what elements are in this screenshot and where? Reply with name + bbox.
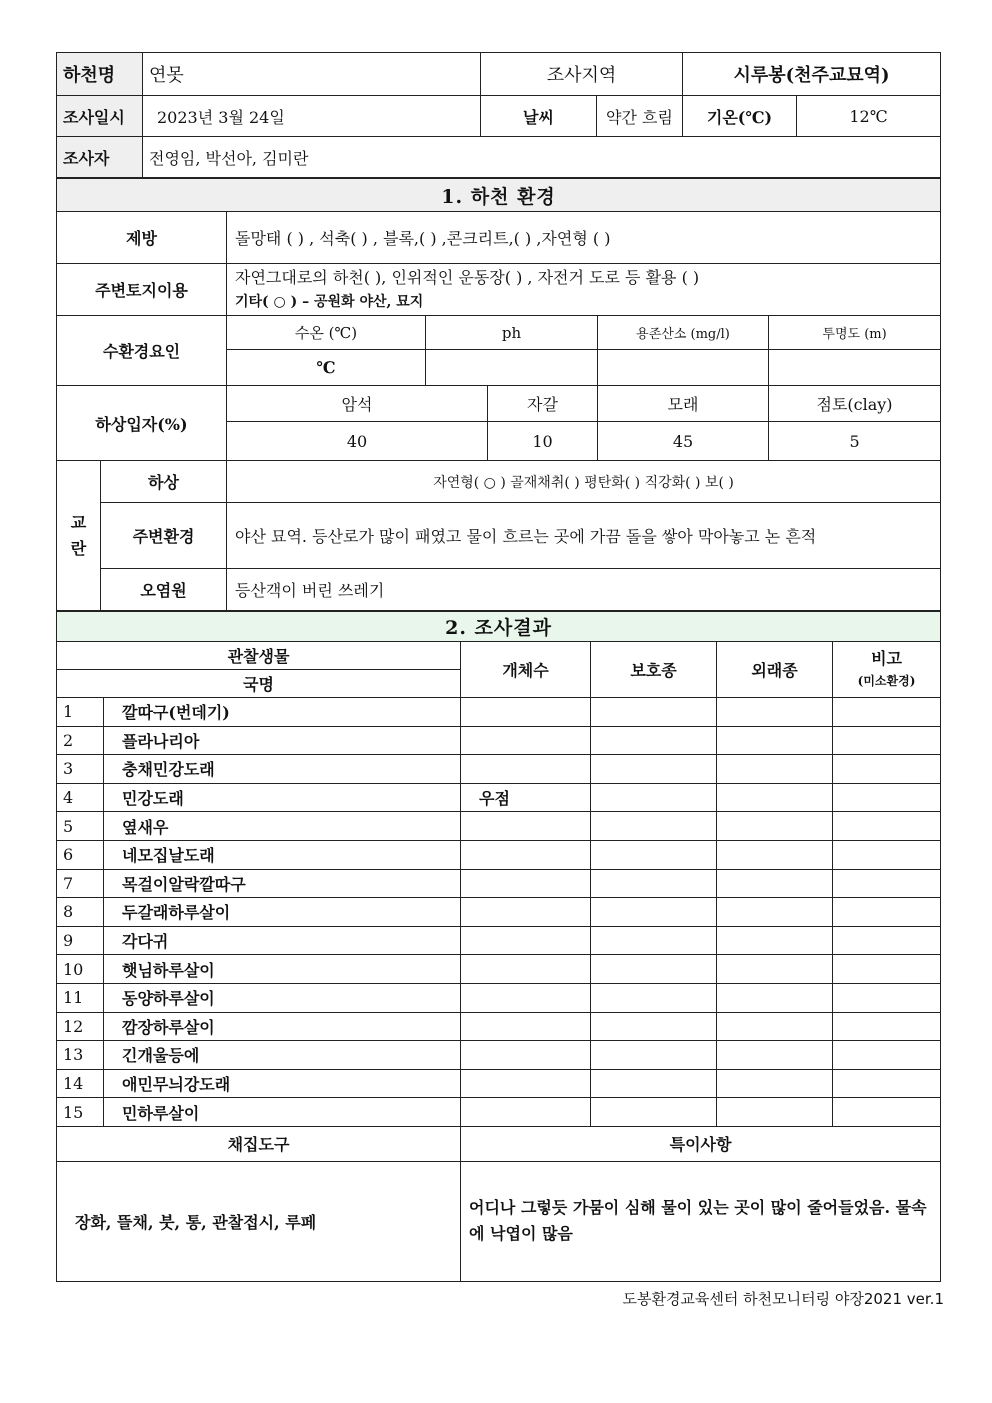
foreign-cell <box>717 755 833 784</box>
species-name: 충채민강도래 <box>104 755 461 784</box>
species-name: 깔따구(번데기) <box>104 698 461 727</box>
table-row <box>57 926 941 955</box>
protected-cell <box>591 783 717 812</box>
row-number: 2 <box>57 726 104 755</box>
water-header-ph: ph <box>426 316 598 350</box>
species-name: 네모집날도래 <box>104 840 461 869</box>
species-count <box>461 955 591 984</box>
row-number: 14 <box>57 1069 104 1098</box>
foreign-cell <box>717 926 833 955</box>
remark-cell <box>833 812 941 841</box>
environment-table <box>56 178 941 611</box>
temp-label: 기온(℃) <box>683 96 797 137</box>
water-header-transparency: 투명도 (m) <box>769 316 941 350</box>
protected-cell <box>591 1012 717 1041</box>
count-header: 개체수 <box>461 642 591 698</box>
substrate-value-gravel: 10 <box>488 422 598 461</box>
species-count <box>461 983 591 1012</box>
remark-cell <box>833 783 941 812</box>
notes-label: 특이사항 <box>461 1126 941 1161</box>
notes-text: 어디나 그렇듯 가뭄이 심해 물이 있는 곳이 많이 줄어들었음. 물속에 낙엽이 많음 <box>461 1161 941 1281</box>
remark-cell <box>833 983 941 1012</box>
foreign-cell <box>717 812 833 841</box>
foreign-cell <box>717 1098 833 1127</box>
table-row <box>57 955 941 984</box>
remark-cell <box>833 1012 941 1041</box>
table-row <box>57 1012 941 1041</box>
landuse-label: 주변토지이용 <box>57 264 227 316</box>
embankment-text: 돌망태 ( ) , 석축( ) , 블록,( ) ,콘크리트,( ) ,자연형 ( ) <box>227 212 941 264</box>
remark-cell <box>833 1069 941 1098</box>
table-row <box>57 898 941 927</box>
species-count <box>461 869 591 898</box>
surveyor-value: 전영임, 박선아, 김미란 <box>143 137 941 178</box>
table-row <box>57 840 941 869</box>
species-count <box>461 755 591 784</box>
species-count <box>461 1069 591 1098</box>
row-number: 4 <box>57 783 104 812</box>
temp-value: 12℃ <box>797 96 941 137</box>
section1-title: 1. 하천 환경 <box>57 179 941 212</box>
substrate-header-sand: 모래 <box>598 386 769 422</box>
protected-cell <box>591 812 717 841</box>
protected-cell <box>591 726 717 755</box>
river-value: 연못 <box>143 53 481 96</box>
row-number: 15 <box>57 1098 104 1127</box>
surround-text: 야산 묘역. 등산로가 많이 패였고 물이 흐르는 곳에 가끔 돌을 쌓아 막아놓고 논 흔적 <box>227 503 941 569</box>
surround-label: 주변환경 <box>101 503 227 569</box>
species-name: 긴개울등에 <box>104 1041 461 1070</box>
remark-cell <box>833 955 941 984</box>
protected-cell <box>591 955 717 984</box>
weather-label: 날씨 <box>481 96 597 137</box>
table-row <box>57 755 941 784</box>
row-number: 1 <box>57 698 104 727</box>
table-row <box>57 698 941 727</box>
species-list <box>57 698 941 1127</box>
row-number: 7 <box>57 869 104 898</box>
water-value-ph <box>426 350 598 386</box>
area-label: 조사지역 <box>481 53 683 96</box>
pollution-text: 등산객이 버린 쓰레기 <box>227 569 941 611</box>
row-number: 5 <box>57 812 104 841</box>
foreign-cell <box>717 1012 833 1041</box>
substrate-header-clay: 점토(clay) <box>769 386 941 422</box>
species-count <box>461 898 591 927</box>
table-row <box>57 783 941 812</box>
foreign-cell <box>717 983 833 1012</box>
table-row <box>57 869 941 898</box>
species-name: 햇님하루살이 <box>104 955 461 984</box>
table-row <box>57 1041 941 1070</box>
protected-cell <box>591 840 717 869</box>
water-label: 수환경요인 <box>57 316 227 386</box>
remark-header: 비고 (미소환경) <box>833 642 941 698</box>
water-value-transparency <box>769 350 941 386</box>
species-count <box>461 1041 591 1070</box>
species-count <box>461 1098 591 1127</box>
substrate-value-rock: 40 <box>227 422 488 461</box>
area-value: 시루봉(천주교묘역) <box>683 53 941 96</box>
embankment-label: 제방 <box>57 212 227 264</box>
water-value-temp: ℃ <box>227 350 426 386</box>
foreign-cell <box>717 1069 833 1098</box>
protected-cell <box>591 698 717 727</box>
bed-text: 자연형( ○ ) 골재채취( ) 평탄화( ) 직강화( ) 보( ) <box>227 461 941 503</box>
footer: 도봉환경교육센터 하천모니터링 야장2021 ver.1 <box>622 1290 944 1308</box>
water-header-temp: 수온 (℃) <box>227 316 426 350</box>
row-number: 10 <box>57 955 104 984</box>
date-label: 조사일시 <box>57 96 143 137</box>
pollution-label: 오염원 <box>101 569 227 611</box>
remark-cell <box>833 1041 941 1070</box>
table-row <box>57 1098 941 1127</box>
foreign-cell <box>717 1041 833 1070</box>
species-name: 각다귀 <box>104 926 461 955</box>
date-value: 2023년 3월 24일 <box>143 96 481 137</box>
species-name: 깜장하루살이 <box>104 1012 461 1041</box>
species-name: 동양하루살이 <box>104 983 461 1012</box>
row-number: 3 <box>57 755 104 784</box>
foreign-cell <box>717 955 833 984</box>
row-number: 12 <box>57 1012 104 1041</box>
species-name: 민강도래 <box>104 783 461 812</box>
results-table <box>56 611 941 1282</box>
water-value-do <box>598 350 769 386</box>
protected-cell <box>591 869 717 898</box>
species-name: 목걸이알락깔따구 <box>104 869 461 898</box>
table-row <box>57 1069 941 1098</box>
table-row <box>57 812 941 841</box>
survey-sheet <box>56 52 940 1282</box>
foreign-cell <box>717 869 833 898</box>
species-count <box>461 698 591 727</box>
species-count <box>461 726 591 755</box>
river-label: 하천명 <box>57 53 143 96</box>
remark-cell <box>833 726 941 755</box>
species-name: 민하루살이 <box>104 1098 461 1127</box>
foreign-cell <box>717 840 833 869</box>
row-number: 8 <box>57 898 104 927</box>
weather-value: 약간 흐림 <box>597 96 683 137</box>
species-name: 애민무늬강도래 <box>104 1069 461 1098</box>
surveyor-label: 조사자 <box>57 137 143 178</box>
table-row <box>57 983 941 1012</box>
protected-cell <box>591 898 717 927</box>
species-count <box>461 1012 591 1041</box>
tools-label: 채집도구 <box>57 1126 461 1161</box>
protected-cell <box>591 755 717 784</box>
substrate-label: 하상입자(%) <box>57 386 227 461</box>
foreign-cell <box>717 698 833 727</box>
substrate-header-rock: 암석 <box>227 386 488 422</box>
remark-cell <box>833 698 941 727</box>
species-name: 플라나리아 <box>104 726 461 755</box>
row-number: 11 <box>57 983 104 1012</box>
tools-text: 장화, 뜰채, 붓, 통, 관찰접시, 루페 <box>57 1161 461 1281</box>
header-table <box>56 52 941 178</box>
water-header-do: 용존산소 (mg/l) <box>598 316 769 350</box>
species-name: 두갈래하루살이 <box>104 898 461 927</box>
substrate-value-sand: 45 <box>598 422 769 461</box>
foreign-cell <box>717 783 833 812</box>
protected-cell <box>591 1069 717 1098</box>
row-number: 6 <box>57 840 104 869</box>
substrate-value-clay: 5 <box>769 422 941 461</box>
protected-header: 보호종 <box>591 642 717 698</box>
species-name: 옆새우 <box>104 812 461 841</box>
row-number: 9 <box>57 926 104 955</box>
species-count <box>461 926 591 955</box>
bed-label: 하상 <box>101 461 227 503</box>
foreign-cell <box>717 726 833 755</box>
substrate-header-gravel: 자갈 <box>488 386 598 422</box>
landuse-line1: 자연그대로의 하천( ), 인위적인 운동장( ) , 자전거 도로 등 활용 ( ) <box>235 267 700 287</box>
name-header: 국명 <box>57 670 461 698</box>
section2-title: 2. 조사결과 <box>57 612 941 642</box>
disturbance-label: 교 란 <box>57 461 101 611</box>
remark-cell <box>833 840 941 869</box>
remark-cell <box>833 926 941 955</box>
remark-cell <box>833 755 941 784</box>
species-count <box>461 812 591 841</box>
remark-cell <box>833 898 941 927</box>
protected-cell <box>591 983 717 1012</box>
landuse-line2: 기타( ○ ) – 공원화 야산, 묘지 <box>235 293 424 310</box>
protected-cell <box>591 1041 717 1070</box>
table-row <box>57 726 941 755</box>
remark-cell <box>833 869 941 898</box>
foreign-cell <box>717 898 833 927</box>
row-number: 13 <box>57 1041 104 1070</box>
protected-cell <box>591 1098 717 1127</box>
species-count: 우점 <box>461 783 591 812</box>
protected-cell <box>591 926 717 955</box>
observed-label: 관찰생물 <box>57 642 461 670</box>
species-count <box>461 840 591 869</box>
foreign-header: 외래종 <box>717 642 833 698</box>
remark-cell <box>833 1098 941 1127</box>
